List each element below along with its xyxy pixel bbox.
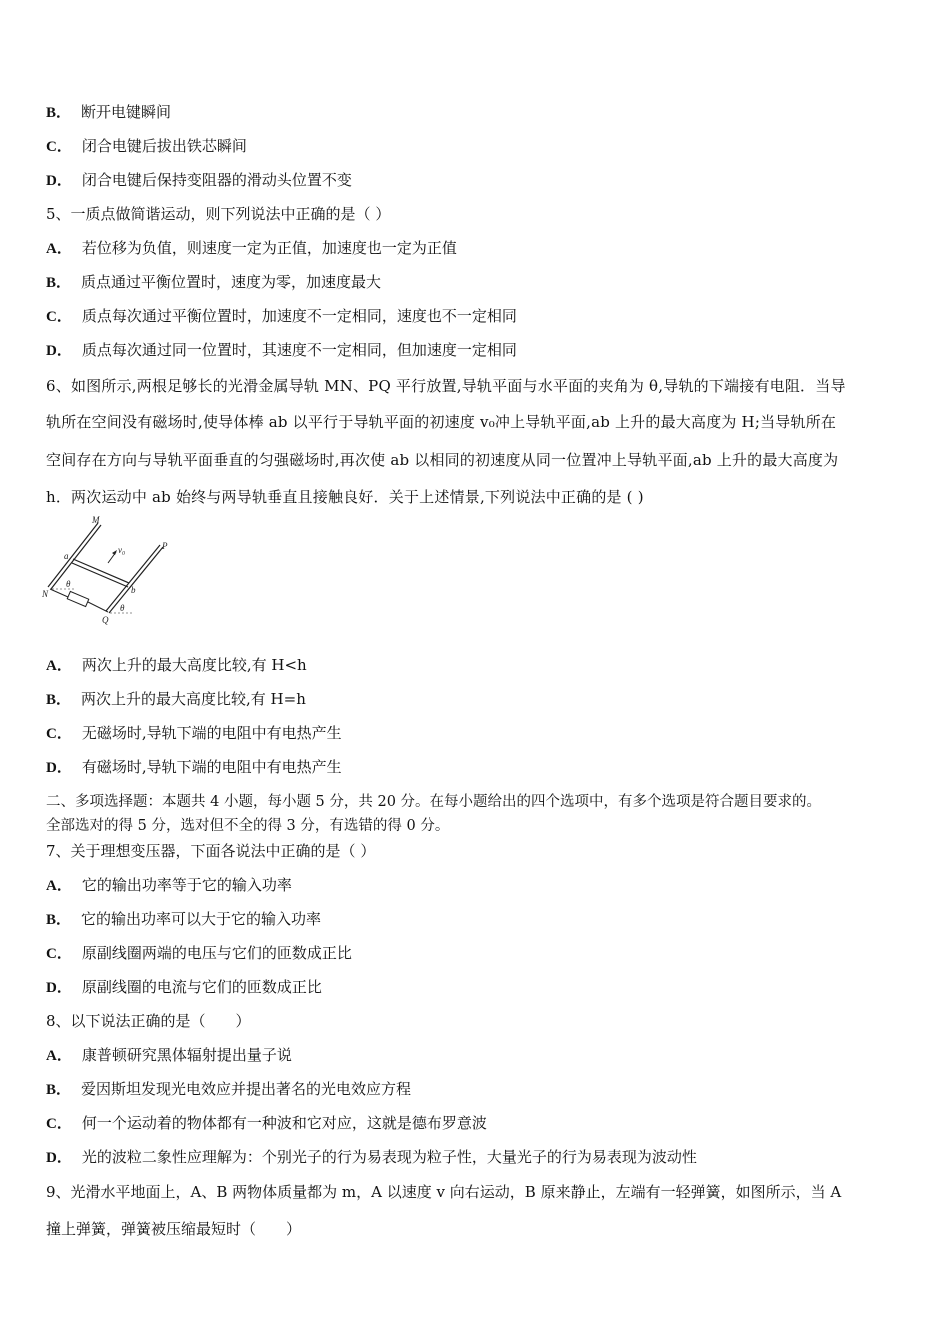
q6-option-d (46, 757, 342, 778)
option-text: 断开电键瞬间 (81, 103, 172, 121)
option-label: C． (46, 139, 72, 155)
option-text: 康普顿研究黑体辐射提出量子说 (81, 1046, 292, 1064)
option-text: 闭合电键后拔出铁芯瞬间 (81, 137, 247, 155)
label-v0: v₀ (118, 545, 126, 555)
option-label: C． (46, 1116, 72, 1132)
option-label: D． (46, 1150, 72, 1166)
option-text: 原副线圈两端的电压与它们的匝数成正比 (81, 944, 352, 962)
q8-stem: 8、以下说法正确的是（ ） (46, 1012, 251, 1030)
option-label: C． (46, 726, 72, 742)
option-text: 质点每次通过同一位置时，其速度不一定相同，但加速度一定相同 (81, 341, 517, 359)
option-label: B． (46, 1082, 72, 1098)
q5-option-d (46, 340, 517, 361)
q8-option-a (46, 1045, 292, 1066)
rail-pq-inner (109, 547, 163, 613)
q4-option-c (46, 136, 247, 157)
option-label: A． (46, 658, 72, 674)
option-label: B． (46, 275, 72, 291)
option-text: 闭合电键后保持变阻器的滑动头位置不变 (81, 171, 352, 189)
label-theta-right: θ (120, 603, 125, 613)
option-label: D． (46, 173, 72, 189)
option-label: B． (46, 912, 72, 928)
option-label: B． (46, 692, 72, 708)
q4-option-d (46, 170, 352, 191)
option-label: D． (46, 760, 72, 776)
q8-option-c (46, 1113, 487, 1134)
label-p: P (162, 541, 168, 551)
q6-rail-diagram (40, 515, 190, 633)
q5-stem: 5、一质点做简谐运动，则下列说法中正确的是（ ） (46, 205, 391, 223)
option-text: 质点每次通过平衡位置时，加速度不一定相同，速度也不一定相同 (81, 307, 517, 325)
q8-option-b (46, 1079, 411, 1100)
rod-ab-bottom (72, 563, 128, 587)
q7-stem: 7、关于理想变压器，下面各说法中正确的是（ ） (46, 842, 376, 860)
q4-option-b (46, 102, 171, 123)
option-label: D． (46, 980, 72, 996)
q7-option-a (46, 875, 292, 896)
option-text: 原副线圈的电流与它们的匝数成正比 (81, 978, 322, 996)
section-2-instructions-line-1: 二、多项选择题：本题共 4 小题，每小题 5 分，共 20 分。在每小题给出的四个选项中，有多个选项是符合题目要求的。 (46, 794, 822, 810)
option-text: 有磁场时,导轨下端的电阻中有电热产生 (81, 758, 342, 776)
q9-stem-line-1: 9、光滑水平地面上，A、B 两物体质量都为 m，A 以速度 v 向右运动，B 原来静止，左端有一轻弹簧，如图所示，当 A (46, 1183, 842, 1201)
label-n: N (42, 589, 49, 599)
rail-mn-inner (51, 525, 101, 589)
q5-option-a (46, 238, 457, 259)
q6-option-b (46, 689, 306, 710)
option-label: B． (46, 105, 72, 121)
q5-option-c (46, 306, 517, 327)
q6-stem-line-3: 空间存在方向与导轨平面垂直的匀强磁场时,再次使 ab 以相同的初速度从同一位置冲上导轨平面,ab 上升的最大高度为 (46, 451, 839, 469)
option-label: A． (46, 878, 72, 894)
q7-option-b (46, 909, 321, 930)
option-text: 质点通过平衡位置时，速度为零，加速度最大 (81, 273, 382, 291)
q6-option-c (46, 723, 342, 744)
option-text: 两次上升的最大高度比较,有 H<h (81, 656, 307, 674)
q7-option-d (46, 977, 322, 998)
option-text: 何一个运动着的物体都有一种波和它对应，这就是德布罗意波 (81, 1114, 487, 1132)
q7-option-c (46, 943, 352, 964)
option-label: A． (46, 241, 72, 257)
option-label: C． (46, 946, 72, 962)
q9-stem-line-2: 撞上弹簧，弹簧被压缩最短时（ ） (46, 1220, 302, 1238)
q6-stem-line-1: 6、如图所示,两根足够长的光滑金属导轨 MN、PQ 平行放置,导轨平面与水平面的夹角为 θ,导轨的下端接有电阻．当导 (46, 377, 846, 395)
option-text: 光的波粒二象性应理解为：个别光子的行为易表现为粒子性，大量光子的行为易表现为波动性 (81, 1148, 697, 1166)
label-q: Q (102, 615, 109, 625)
rail-mn-outer (48, 523, 98, 587)
q6-stem-line-4: h．两次运动中 ab 始终与两导轨垂直且接触良好．关于上述情景,下列说法中正确的是 ( ) (46, 488, 644, 506)
option-text: 它的输出功率可以大于它的输入功率 (81, 910, 322, 928)
option-text: 若位移为负值，则速度一定为正值，加速度也一定为正值 (81, 239, 457, 257)
option-text: 爱因斯坦发现光电效应并提出著名的光电效应方程 (81, 1080, 412, 1098)
label-b: b (131, 585, 136, 595)
bottom-wire-right (88, 602, 108, 612)
q5-option-b (46, 272, 381, 293)
option-label: A． (46, 1048, 72, 1064)
bottom-wire-left (50, 589, 68, 597)
section-2-instructions-line-2: 全部选对的得 5 分，选对但不全的得 3 分，有选错的得 0 分。 (46, 818, 450, 834)
q6-stem-line-2: 轨所在空间没有磁场时,使导体棒 ab 以平行于导轨平面的初速度 v₀冲上导轨平面,ab 上升的最大高度为 H;当导轨所在 (46, 413, 837, 431)
q6-option-a (46, 655, 307, 676)
option-label: C． (46, 309, 72, 325)
resistor-icon (67, 591, 89, 606)
label-m: M (92, 515, 100, 525)
rod-ab-top (73, 559, 129, 583)
option-text: 两次上升的最大高度比较,有 H=h (81, 690, 306, 708)
label-a: a (64, 551, 69, 561)
option-text: 无磁场时,导轨下端的电阻中有电热产生 (81, 724, 342, 742)
option-label: D． (46, 343, 72, 359)
option-text: 它的输出功率等于它的输入功率 (81, 876, 292, 894)
label-theta-left: θ (66, 579, 71, 589)
q8-option-d (46, 1147, 697, 1168)
